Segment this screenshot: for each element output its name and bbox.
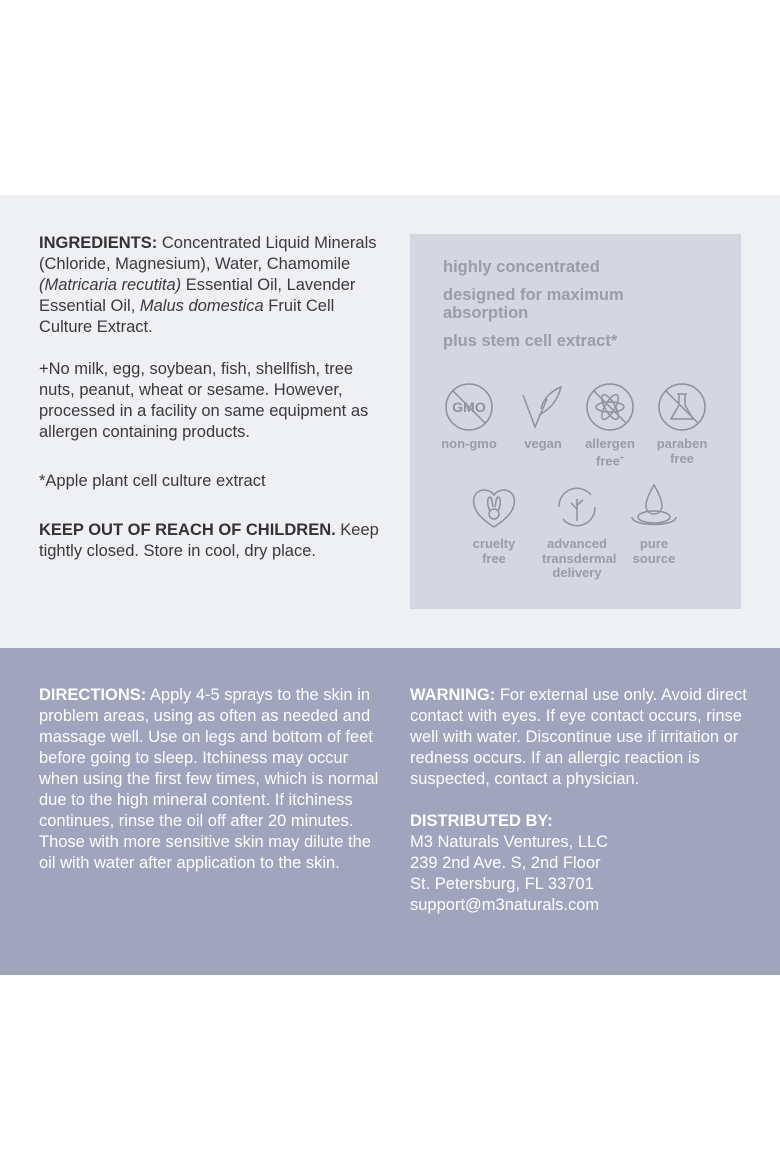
warning-text: For external use only. Avoid direct contact with eyes. If eye contact occurs, rinse well with water. Discontinue use if irritation or redness occurs. If an allergic reaction is suspected, contact a physician. [410, 686, 747, 788]
directions-text: Apply 4-5 sprays to the skin in problem areas, using as often as needed and massage well. Use on legs and bottom of feet before going to sleep. Itchiness may occur when using the first few times, which is normal due to the high mineral content. If itchiness continues, rinse the oil off after 20 minutes. Those with more sensitive skin may dilute the oil with water after application to the skin. [39, 686, 379, 872]
ingredients-text-2: Essential Oil, Lavender Essential Oil, [39, 276, 356, 315]
claims-panel [410, 234, 741, 609]
non-gmo-icon [443, 381, 495, 433]
distributor-name: M3 Naturals Ventures, LLC [410, 833, 609, 851]
ingredients-paragraph [39, 233, 384, 338]
ingredients-latin-1: (Matricaria recutita) [39, 276, 182, 294]
badge-non-gmo [434, 381, 504, 452]
advanced-label-3: delivery [552, 565, 602, 580]
distributor-address-1: 239 2nd Ave. S, 2nd Floor [410, 854, 601, 872]
footnote: *Apple plant cell culture extract [39, 472, 266, 490]
paraben-label-2: free [670, 450, 694, 466]
recycle-leaf-icon [551, 481, 603, 533]
badge-pure-source [619, 481, 689, 566]
allergen-note: +No milk, egg, soybean, fish, shellfish, tree nuts, peanut, wheat or sesame. However, processed in a facility on same equipment as allergen containing products. [39, 360, 369, 441]
ingredients-block [39, 233, 384, 583]
advanced-label-2: transdermal [542, 550, 617, 566]
distributor-block [410, 811, 750, 916]
directions-heading: DIRECTIONS: [39, 686, 147, 704]
pure-label-2: source [632, 550, 676, 566]
distributor-address-2: St. Petersburg, FL 33701 [410, 875, 594, 893]
keep-heading: KEEP OUT OF REACH OF CHILDREN. [39, 521, 336, 539]
svg-text:GMO: GMO [452, 399, 486, 415]
paraben-label: paraben [656, 436, 708, 451]
allergen-label: allergen [585, 436, 635, 451]
warning-heading: WARNING: [410, 686, 496, 704]
ingredients-text-3: Fruit Cell Culture Extract. [39, 297, 335, 336]
ingredients-latin-2: Malus domestica [139, 297, 264, 315]
ingredients-text: Concentrated Liquid Minerals (Chloride, Magnesium), Water, Chamomile [39, 234, 377, 273]
warning-block [410, 685, 750, 916]
cruelty-free-label: cruelty free [472, 536, 516, 566]
keep-text: Keep tightly closed. Store in cool, dry place. [39, 521, 379, 560]
badge-cruelty-free [459, 481, 529, 566]
badge-paraben-free [647, 381, 717, 466]
distributor-email[interactable]: support@m3naturals.com [410, 896, 600, 914]
flask-icon [656, 381, 708, 433]
badge-advanced-delivery [542, 481, 617, 581]
claims-list [443, 258, 713, 360]
storage-note [39, 520, 384, 562]
pure-label: pure [639, 536, 669, 551]
atom-icon [584, 381, 636, 433]
warning-paragraph [410, 685, 750, 790]
badge-allergen-free [575, 381, 645, 468]
ingredients-heading: INGREDIENTS: [39, 234, 158, 252]
claim-item: plus stem cell extract* [443, 332, 618, 350]
non-gmo-label: non-gmo [441, 436, 497, 451]
vegan-label: vegan [524, 436, 562, 451]
leaf-icon [517, 381, 569, 433]
claim-item: highly concentrated [443, 258, 600, 276]
bunny-heart-icon [468, 481, 520, 533]
allergen-label-2: free+ [596, 452, 624, 468]
directions-block [39, 685, 384, 874]
water-drop-icon [628, 481, 680, 533]
claim-item: designed for maximum absorption [443, 286, 624, 322]
distributor-heading: DISTRIBUTED BY: [410, 812, 553, 830]
badge-vegan [508, 381, 578, 452]
advanced-label: advanced [547, 536, 607, 551]
